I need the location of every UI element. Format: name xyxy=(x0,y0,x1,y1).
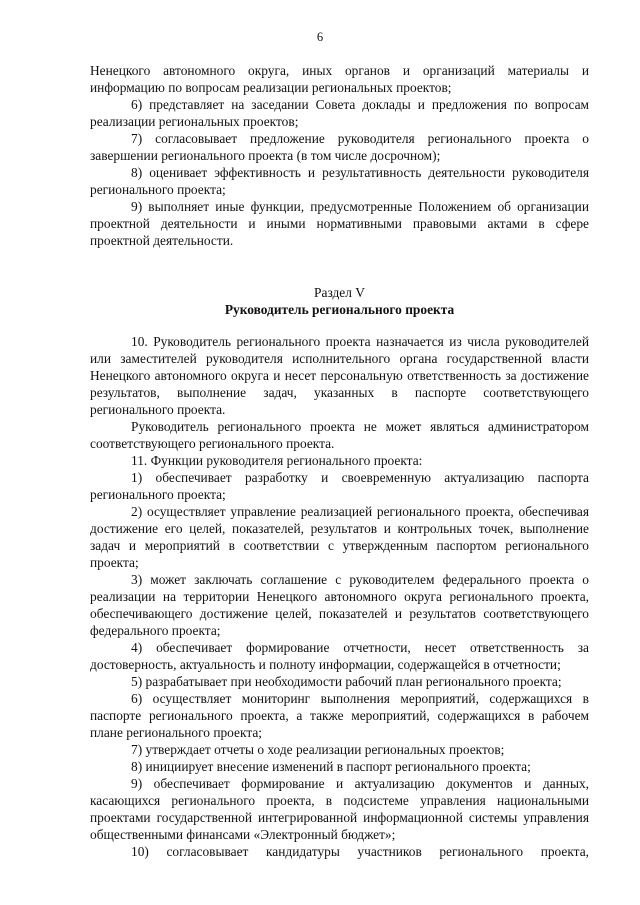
page-number: 6 xyxy=(316,30,324,44)
document-body xyxy=(90,62,589,860)
paragraph: 8) оценивает эффективность и результативность деятельности руководителя регионального проекта; xyxy=(90,165,589,197)
list-item: 10) согласовывает кандидатуры участников регионального проекта, xyxy=(131,844,589,859)
list-item: 2) осуществляет управление реализацией регионального проекта, обеспечивая достижение его целей, показателей, результатов и контрольных точек, выполнение задач и мероприятий в соответствии с утвержденным паспортом регионального проекта; xyxy=(90,504,589,570)
list-item: 8) инициирует внесение изменений в паспорт регионального проекта; xyxy=(131,759,531,774)
list-item: 4) обеспечивает формирование отчетности, несет ответственность за достоверность, актуальность и полноту информации, содержащейся в отчетности; xyxy=(90,640,589,672)
paragraph: 7) согласовывает предложение руководителя регионального проекта о завершении регионального проекта (в том числе досрочном); xyxy=(90,131,589,163)
paragraph: 9) выполняет иные функции, предусмотренные Положением об организации проектной деятельности и иными нормативными правовыми актами в сфере проектной деятельности. xyxy=(90,199,589,248)
paragraph: Ненецкого автономного округа, иных органов и организаций материалы и информацию по вопросам реализации региональных проектов; xyxy=(90,63,589,95)
paragraph: Руководитель регионального проекта не может являться администратором соответствующего регионального проекта. xyxy=(90,419,589,451)
section-spacer xyxy=(90,249,589,284)
list-item: 9) обеспечивает формирование и актуализацию документов и данных, касающихся регионального проекта, в подсистеме управления национальными проектами государственной интегрированной информационной системы управления общественными финансами «Электронный бюджет»; xyxy=(90,776,589,842)
paragraph: 11. Функции руководителя регионального проекта: xyxy=(131,453,423,468)
section-label: Раздел V xyxy=(314,285,365,300)
list-item: 5) разрабатывает при необходимости рабочий план регионального проекта; xyxy=(131,674,562,689)
list-item: 1) обеспечивает разработку и своевременную актуализацию паспорта регионального проекта; xyxy=(90,470,589,502)
list-item: 7) утверждает отчеты о ходе реализации региональных проектов; xyxy=(131,742,505,757)
list-item: 3) может заключать соглашение с руководителем федерального проекта о реализации на территории Ненецкого автономного округа регионального проекта, обеспечивающего достижение целей, показателей и результатов соответствующего федерального проекта; xyxy=(90,572,589,638)
section-heading: Руководитель регионального проекта xyxy=(224,302,455,317)
paragraph: 6) представляет на заседании Совета доклады и предложения по вопросам реализации региональных проектов; xyxy=(90,97,589,129)
list-item: 6) осуществляет мониторинг выполнения мероприятий, содержащихся в паспорте регионального проекта, а также мероприятий, содержащихся в рабочем плане регионального проекта; xyxy=(90,691,589,740)
paragraph: 10. Руководитель регионального проекта назначается из числа руководителей или заместителей руководителя исполнительного органа государственной власти Ненецкого автономного округа и несет персональную ответственность за достижение результатов, выполнение задач, указанных в паспорте соответствующего регионального проекта. xyxy=(90,334,589,417)
